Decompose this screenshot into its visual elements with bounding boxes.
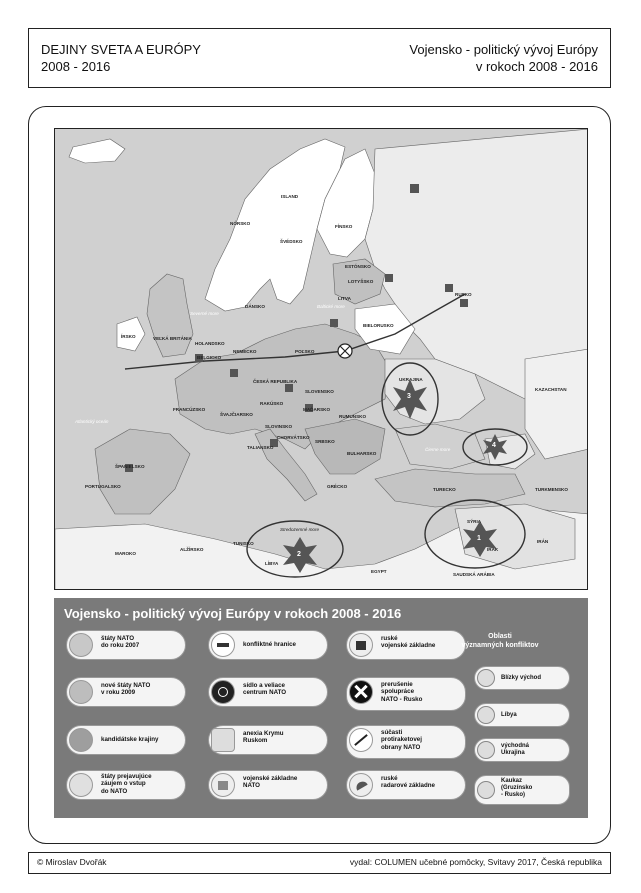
header-left	[41, 41, 201, 75]
country-label: TALIANSKO	[247, 445, 274, 450]
blast-icon	[477, 741, 495, 759]
country-label: ŠPANIELSKO	[115, 464, 145, 469]
country-label: ŠVÉDSKO	[280, 239, 303, 244]
nato-base-marker	[330, 319, 338, 327]
sea-label: Atlantický oceán	[75, 419, 109, 424]
sea-label: Severné more	[190, 311, 219, 316]
cooperation-break-icon	[349, 680, 373, 704]
russian-base-marker	[385, 274, 393, 282]
conflict-item-middle-east	[474, 666, 570, 690]
country-label: MAROKO	[115, 551, 136, 556]
russian-base-marker	[460, 299, 468, 307]
legend-item-conflict-border	[208, 630, 328, 660]
country-label: LOTYŠSKO	[348, 279, 374, 284]
conflict-number: 2	[297, 551, 301, 558]
legend-title: Vojensko - politický vývoj Európy v rokoch 2008 - 2016	[64, 606, 402, 621]
footer-box	[28, 852, 611, 874]
country-label: RUMUNSKO	[339, 414, 367, 419]
legend-item-nato-2007	[66, 630, 186, 660]
conflicts-title: Oblasti významných konfliktov	[461, 633, 539, 649]
country-label: GRÉCKO	[327, 484, 348, 489]
country-label: ÍRSKO	[121, 334, 136, 339]
country-label: CHORVÁTSKO	[277, 435, 310, 440]
country-label: PORTUGALSKO	[85, 484, 121, 489]
interested-swatch	[69, 773, 93, 797]
legend-item-crimea	[208, 725, 328, 755]
country-label: SÝRIA	[467, 519, 482, 524]
legend-item-label: ruské radarové základne	[381, 775, 435, 790]
country-label: FRANCÚZSKO	[173, 407, 206, 412]
country-label: NÓRSKO	[230, 221, 251, 226]
title-left-line2: 2008 - 2016	[41, 59, 111, 74]
blast-icon	[477, 669, 495, 687]
russian-base-marker	[445, 284, 453, 292]
conflict-label: Líbya	[501, 712, 517, 718]
country-label: SLOVENSKO	[305, 389, 334, 394]
legend-item-label: súčasti protiraketovej obrany NATO	[381, 729, 422, 751]
country-label: MAĎARSKO	[303, 407, 331, 412]
legend-item-label: štáty NATO do roku 2007	[101, 635, 140, 650]
footer-publisher: vydal: COLUMEN učebné pomôcky, Svitavy 2017, Česká republika	[349, 857, 602, 867]
legend-item-label: sídlo a veliace centrum NATO	[243, 682, 287, 697]
nato-before-2007-swatch	[69, 633, 93, 657]
country-label: BIELORUSKO	[363, 323, 394, 328]
legend-item-radar	[346, 770, 466, 800]
radar-icon	[349, 773, 373, 797]
legend-item-russian-base	[346, 630, 466, 660]
legend-item-nato-2009	[66, 677, 186, 707]
russian-base-marker	[410, 184, 419, 193]
sea-label: Čierne more	[425, 447, 451, 452]
country-label: NEMECKO	[233, 349, 257, 354]
country-label: ESTÓNSKO	[345, 264, 371, 269]
legend-item-label: nové štáty NATO v roku 2009	[101, 682, 151, 697]
country-label: BELGICKO	[197, 355, 222, 360]
country-label: LÍBYA	[265, 561, 279, 566]
country-label: EGYPT	[371, 569, 387, 574]
nato-hq-icon	[211, 680, 235, 704]
legend-item-label: štáty prejavujúce záujem o vstup do NATO	[101, 773, 152, 795]
missile-defense-icon	[349, 728, 373, 752]
conflict-item-libya	[474, 703, 570, 727]
title-right-line2: v rokoch 2008 - 2016	[475, 59, 598, 74]
legend-item-label: prerušenie spolupráce NATO - Rusko	[381, 681, 423, 703]
country-label: TURKMENSKO	[535, 487, 568, 492]
legend-item-nato-base	[208, 770, 328, 800]
country-label: RAKÚSKO	[260, 401, 284, 406]
header-box	[28, 28, 611, 88]
sea-label: Stredozemné more	[280, 527, 320, 532]
country-label: UKRAJINA	[399, 377, 423, 382]
conflict-number: 3	[407, 393, 411, 400]
legend-item-cooperation-break	[346, 677, 466, 711]
conflict-label: východná Ukrajina	[501, 743, 530, 756]
country-label: BULHARSKO	[347, 451, 377, 456]
map-svg	[55, 129, 588, 590]
crimea-swatch	[211, 728, 235, 752]
country-label: HOLANDSKO	[195, 341, 225, 346]
title-right-line1: Vojensko - politický vývoj Európy	[409, 42, 598, 57]
legend-item-candidates	[66, 725, 186, 755]
blast-icon	[477, 781, 495, 799]
conflict-number: 4	[492, 442, 496, 449]
europe-map	[54, 128, 588, 590]
country-label: SLOVINSKO	[265, 424, 293, 429]
kazakhstan-shape	[525, 349, 588, 459]
country-label: DÁNSKO	[245, 304, 265, 309]
legend-item-nato-hq	[208, 677, 328, 707]
title-left-line1: DEJINY SVETA A EURÓPY	[41, 42, 201, 57]
conflict-label: Blízky východ	[501, 675, 542, 681]
country-label: TURECKO	[433, 487, 456, 492]
legend-item-label: anexia Krymu Ruskom	[243, 730, 284, 745]
legend-item-label: ruské vojenské základne	[381, 635, 436, 650]
country-label: ALŽÍRSKO	[180, 547, 204, 552]
header-right	[409, 41, 598, 75]
country-label: POĽSKO	[295, 349, 315, 354]
country-label: SAUDSKÁ ARÁBIA	[453, 572, 495, 577]
country-label: ŠVAJČIARSKO	[220, 412, 253, 417]
country-label: LITVA	[338, 296, 351, 301]
country-label: VEĽKÁ BRITÁNIA	[153, 336, 192, 341]
russian-base-icon	[349, 633, 373, 657]
nato-2009-swatch	[69, 680, 93, 704]
country-label: ČESKÁ REPUBLIKA	[253, 379, 298, 384]
conflict-item-ukraine	[474, 738, 570, 762]
country-label: FÍNSKO	[335, 224, 353, 229]
country-label: IRAK	[487, 547, 499, 552]
nato-base-marker	[285, 384, 293, 392]
legend-item-label: kandidátske krajiny	[101, 736, 159, 743]
conflict-number: 1	[477, 535, 481, 542]
country-label: TUNISKO	[233, 541, 254, 546]
conflict-item-caucasus	[474, 775, 570, 805]
country-label: SRBSKO	[315, 439, 335, 444]
nato-base-icon	[211, 773, 235, 797]
country-label: IRÁN	[537, 539, 549, 544]
country-label: RUSKO	[455, 292, 472, 297]
sea-label: Baltické more	[317, 304, 345, 309]
candidate-swatch	[69, 728, 93, 752]
legend-item-label: vojenské základne NATO	[243, 775, 298, 790]
legend-item-missile-defense	[346, 725, 466, 759]
footer-author: © Miroslav Dvořák	[37, 857, 107, 867]
country-label: KAZACHSTAN	[535, 387, 567, 392]
conflict-border-icon	[211, 633, 235, 657]
blast-icon	[477, 706, 495, 724]
legend-item-label: konfliktné hranice	[243, 641, 296, 648]
conflict-label: Kaukaz (Gruzínsko - Rusko)	[501, 778, 533, 798]
country-label: ISLAND	[281, 194, 299, 199]
nato-base-marker	[230, 369, 238, 377]
legend-item-interested	[66, 770, 186, 800]
